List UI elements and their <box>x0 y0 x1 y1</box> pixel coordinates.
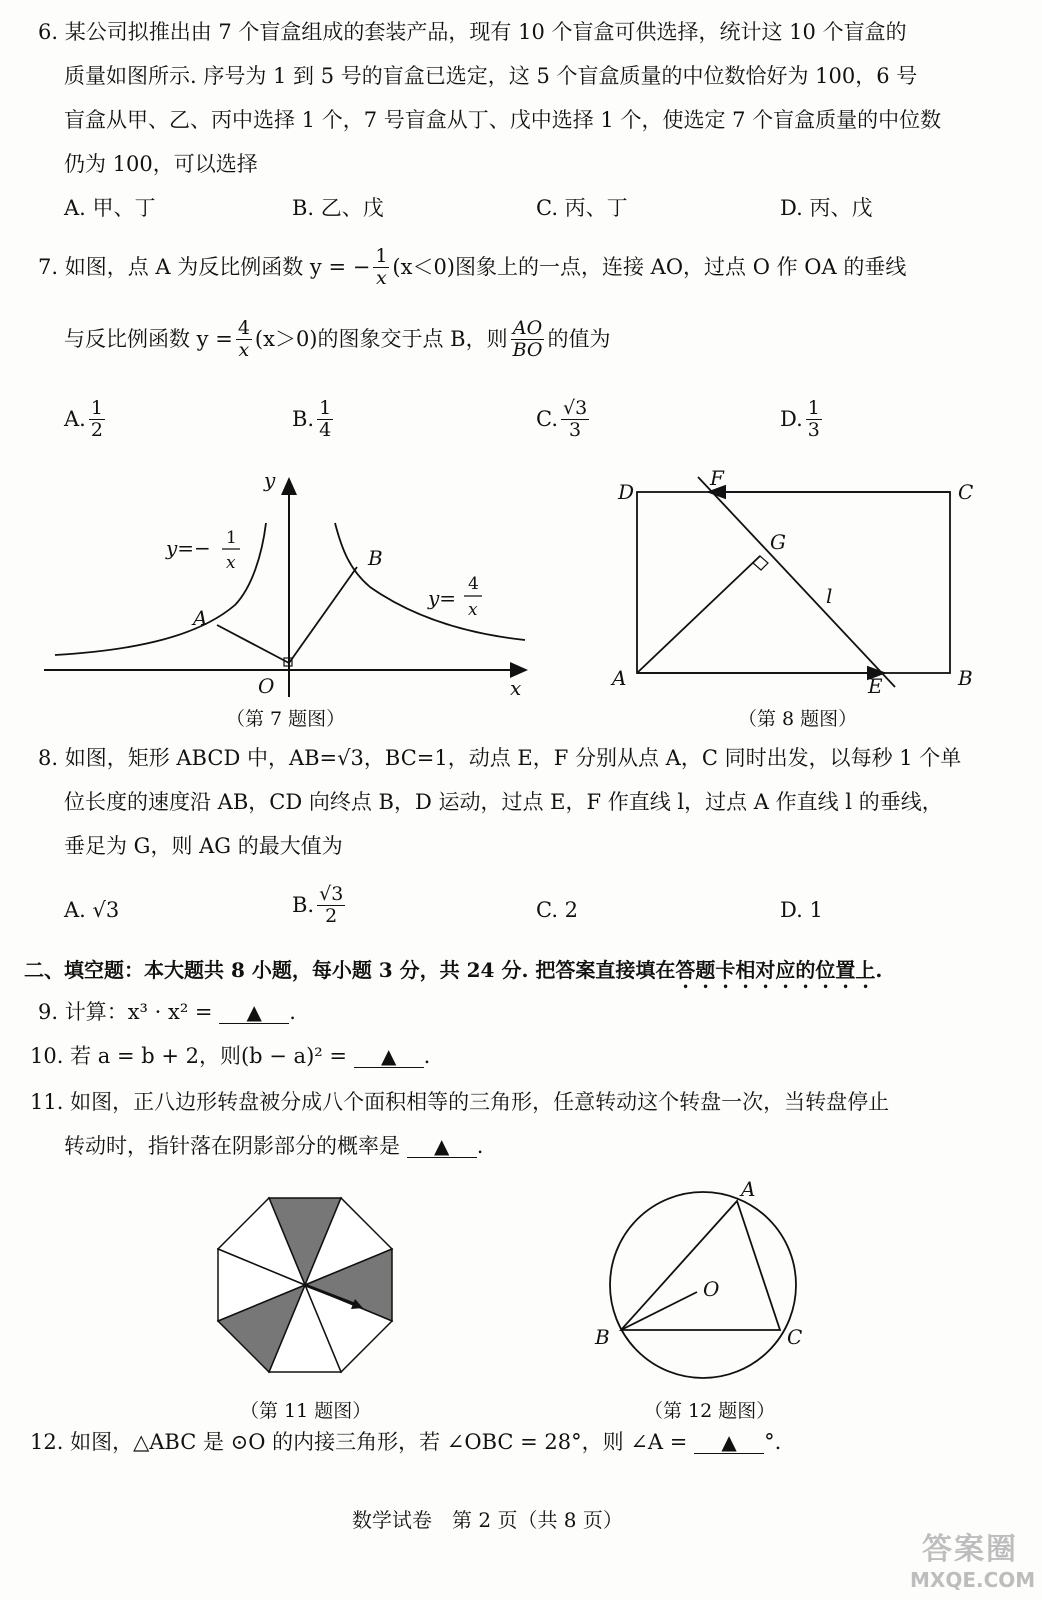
q7-c-den: 3 <box>569 418 582 441</box>
point-a-label-12: A <box>741 1177 756 1201</box>
left-curve-den: x <box>226 553 236 573</box>
q8-b-den: 2 <box>325 904 338 927</box>
q12-answer-blank[interactable] <box>694 1432 764 1454</box>
q7-frac1-den: x <box>376 266 387 289</box>
figure-11 <box>200 1180 410 1390</box>
q11-line-2 <box>64 1136 483 1158</box>
q7-option-c <box>536 398 592 441</box>
q8-option-b <box>292 884 348 927</box>
section-2-text: 二、填空题：本大题共 8 小题，每小题 3 分，共 24 分. 把答案直接填在 <box>24 958 676 982</box>
q7-b-label: B. <box>292 406 315 431</box>
q7-frac2-den: x <box>238 338 250 361</box>
q8-b-frac <box>317 884 345 927</box>
q7-c-num: √3 <box>563 397 588 419</box>
q6-option-a: A. 甲、丁 <box>64 196 156 220</box>
q7-text-1b: (x＜0)图象上的一点，连接 AO，过点 O 作 OA 的垂线 <box>392 254 907 279</box>
section-2-end: . <box>875 958 883 982</box>
figure-7 <box>30 465 540 700</box>
q6-line-3: 盲盒从甲、乙、丙中选择 1 个，7 号盲盒从丁、戊中选择 1 个，使选定 7 个盲盒质量的中位数 <box>64 108 942 132</box>
watermark-bottom: MXQE.COM <box>910 1568 1036 1592</box>
segment-ao <box>217 625 289 663</box>
q7-d-den: 3 <box>807 418 820 441</box>
right-curve-label: y= <box>428 586 457 610</box>
q9-triangle-icon: ▲ <box>246 1000 262 1024</box>
q7-line-2 <box>64 318 611 361</box>
q11-post: . <box>476 1134 484 1158</box>
q7-fraction-2 <box>236 318 252 361</box>
q12-line <box>30 1432 781 1454</box>
figure-11-caption: （第 11 题图） <box>240 1400 372 1422</box>
q6-option-b: B. 乙、戊 <box>292 196 384 220</box>
q6-line-4: 仍为 100，可以选择 <box>64 152 258 176</box>
q11-line-1: 11. 如图，正八边形转盘被分成八个面积相等的三角形，任意转动这个转盘一次，当转盘停止 <box>30 1090 890 1114</box>
point-a-label: A <box>193 606 208 630</box>
q7-frac3-den: BO <box>512 338 543 361</box>
q7-b-num: 1 <box>319 397 332 419</box>
q8-option-a <box>64 900 119 921</box>
q10-text: 10. 若 a = b + 2，则(b − a)² = <box>30 1044 347 1068</box>
left-curve-label: y=− <box>166 536 211 560</box>
x-axis-label: x <box>510 676 522 700</box>
point-b-label-8: B <box>958 666 973 690</box>
right-hyperbola <box>335 523 525 640</box>
q7-a-den: 2 <box>90 418 103 441</box>
page-footer: 数学试卷 第 2 页（共 8 页） <box>352 1508 623 1532</box>
q7-d-num: 1 <box>807 397 820 419</box>
q7-d-frac <box>806 398 822 441</box>
figure-8 <box>600 465 990 700</box>
section-2-emphasis: 答题卡相对应的位置上 <box>675 958 876 982</box>
rectangle-abcd <box>637 492 950 673</box>
q10-line <box>30 1046 430 1068</box>
q12-post: °. <box>764 1430 782 1454</box>
right-curve-num: 4 <box>468 574 479 594</box>
q11-triangle-icon: ▲ <box>433 1134 450 1158</box>
point-c-label-12: C <box>787 1325 803 1349</box>
point-c-label: C <box>958 480 974 504</box>
q8-line-2: 位长度的速度沿 AB，CD 向终点 B，D 运动，过点 E，F 作直线 l，过点 A 作直线 l 的垂线， <box>64 790 943 814</box>
q9-line <box>38 1002 296 1024</box>
segment-ag <box>637 556 760 673</box>
origin-label: O <box>258 674 275 698</box>
q11-text: 转动时，指针落在阴影部分的概率是 <box>64 1134 400 1158</box>
point-e-label: E <box>868 674 883 698</box>
q8-line-1: 8. 如图，矩形 ABCD 中，AB=√3，BC=1，动点 E，F 分别从点 A，C 同时出发，以每秒 1 个单 <box>38 746 962 770</box>
q7-d-label: D. <box>780 406 803 431</box>
q8-b-label: B. <box>292 892 315 917</box>
q7-text-2b: (x＞0)的图象交于点 B，则 <box>254 326 508 351</box>
q7-frac1-num: 1 <box>375 245 388 267</box>
triangle-abc <box>621 1201 780 1330</box>
right-curve-den: x <box>468 600 478 620</box>
q8-option-c: C. 2 <box>536 898 579 922</box>
q8-b-num: √3 <box>319 883 344 905</box>
watermark-top: 答案圈 <box>922 1532 1018 1567</box>
q9-text: 9. 计算：x³ · x² = <box>38 1000 213 1024</box>
line-l <box>698 477 895 687</box>
q9-answer-blank[interactable] <box>219 1002 289 1024</box>
point-a-label-8: A <box>612 666 627 690</box>
point-f-label: F <box>710 466 724 490</box>
q7-b-den: 4 <box>319 418 332 441</box>
q10-answer-blank[interactable] <box>354 1046 424 1068</box>
figure-12-caption: （第 12 题图） <box>644 1400 776 1422</box>
point-b-label-12: B <box>595 1325 610 1349</box>
figure-12 <box>585 1170 825 1390</box>
q10-triangle-icon: ▲ <box>380 1044 397 1068</box>
q6-line-2: 质量如图所示. 序号为 1 到 5 号的盲盒已选定，这 5 个盲盒质量的中位数恰好为 100，6 号 <box>64 64 918 88</box>
q7-text-2a: 与反比例函数 y = <box>64 326 233 351</box>
q7-text-1a: 7. 如图，点 A 为反比例函数 y = − <box>38 254 371 279</box>
figure-7-caption: （第 7 题图） <box>226 708 346 730</box>
q7-fraction-1 <box>373 246 389 289</box>
q8-option-d: D. 1 <box>780 898 823 922</box>
q12-text: 12. 如图，△ABC 是 ⊙O 的内接三角形，若 ∠OBC = 28°，则 ∠A = <box>30 1430 688 1454</box>
line-l-label: l <box>826 584 833 608</box>
point-b-label: B <box>368 546 383 570</box>
segment-ob <box>289 567 357 663</box>
q10-post: . <box>423 1044 431 1068</box>
q8-a-value: √3 <box>92 898 120 922</box>
point-d-label: D <box>618 480 635 504</box>
q7-option-d <box>780 398 825 441</box>
left-curve-num: 1 <box>226 528 237 548</box>
q7-a-label: A. <box>64 406 86 431</box>
y-axis-label: y <box>264 468 276 492</box>
q9-post: . <box>289 1000 296 1024</box>
q8-line-3: 垂足为 G，则 AG 的最大值为 <box>64 834 343 858</box>
q7-frac3-num: AO <box>512 317 543 339</box>
q7-line-1 <box>38 246 906 289</box>
q6-option-d: D. 丙、戊 <box>780 196 873 220</box>
section-2-heading <box>24 958 882 993</box>
point-g-label: G <box>770 530 786 554</box>
watermark-logo <box>910 1524 1036 1592</box>
segment-ob <box>621 1292 697 1330</box>
q7-option-b <box>292 398 336 441</box>
q6-line-1: 6. 某公司拟推出由 7 个盲盒组成的套装产品，现有 10 个盲盒可供选择，统计这 10 个盲盒的 <box>38 20 907 44</box>
q11-answer-blank[interactable] <box>407 1136 477 1158</box>
q7-c-label: C. <box>536 406 558 431</box>
point-o-label-12: O <box>703 1277 720 1301</box>
q7-b-frac <box>317 398 333 441</box>
right-angle-mark-g <box>753 556 768 570</box>
q7-option-a <box>64 398 108 441</box>
q7-a-num: 1 <box>90 397 103 419</box>
q6-option-c: C. 丙、丁 <box>536 196 628 220</box>
q7-frac2-num: 4 <box>237 317 250 339</box>
q7-fraction-3 <box>511 318 545 361</box>
q12-triangle-icon: ▲ <box>721 1430 737 1454</box>
q8-a-label: A. <box>64 898 86 922</box>
q7-a-frac <box>89 398 105 441</box>
figure-8-caption: （第 8 题图） <box>738 708 858 730</box>
q7-c-frac <box>561 398 589 441</box>
q7-text-2c: 的值为 <box>547 326 611 351</box>
